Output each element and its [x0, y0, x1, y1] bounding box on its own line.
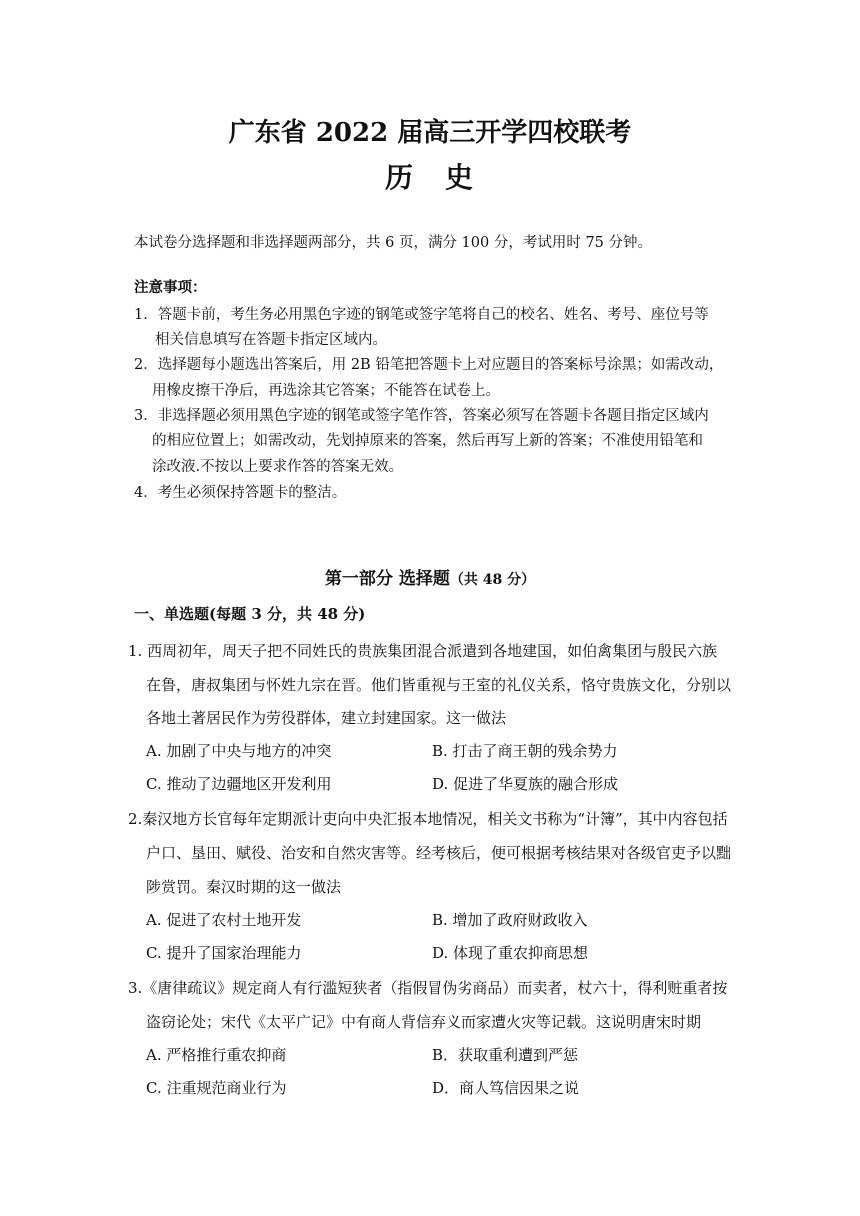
- question-1-line: 在鲁，唐叔集团与怀姓九宗在晋。他们皆重视与王室的礼仪关系，恪守贵族文化，分别以: [146, 676, 732, 694]
- question-2-option-b: B. 增加了政府财政收入: [432, 911, 588, 929]
- exam-intro: 本试卷分选择题和非选择题两部分，共 6 页，满分 100 分，考试用时 75 分钟。: [134, 235, 653, 251]
- subject-title: 历 史: [384, 161, 475, 194]
- part-one-heading: [0, 564, 860, 589]
- note-line: 涂改液.不按以上要求作答的答案无效。: [152, 459, 404, 475]
- question-3-line: 盗窃论处；宋代《太平广记》中有商人背信弃义而家遭火灾等记载。这说明唐宋时期: [146, 1013, 702, 1031]
- question-2-option-c: C. 提升了国家治理能力: [146, 944, 302, 962]
- note-line: 1．答题卡前，考生务必用黑色字迹的钢笔或签字笔将自己的校名、姓名、考号、座位号等: [134, 307, 709, 323]
- question-1-option-c: C. 推动了边疆地区开发利用: [146, 775, 332, 793]
- question-3-option-d: D．商人笃信因果之说: [432, 1079, 580, 1097]
- question-1-option-d: D. 促进了华夏族的融合形成: [432, 775, 619, 793]
- question-1-option-b: B. 打击了商王朝的残余势力: [432, 742, 618, 760]
- question-3-option-c: C. 注重规范商业行为: [146, 1079, 287, 1097]
- exam-title: 广东省 2022 届高三开学四校联考: [228, 118, 632, 148]
- note-line: 3．非选择题必须用黑色字迹的钢笔或签字笔作答，答案必须写在答题卡各题目指定区域内: [134, 408, 709, 424]
- question-1-option-a: A. 加剧了中央与地方的冲突: [146, 742, 332, 760]
- notes-heading: 注意事项：: [134, 279, 207, 296]
- section-heading: 一、单选题(每题 3 分，共 48 分): [134, 605, 366, 623]
- question-2-line: 2.秦汉地方长官每年定期派计吏向中央汇报本地情况，相关文书称为“计簿”，其中内容包括: [128, 810, 728, 828]
- question-2-option-d: D. 体现了重农抑商思想: [432, 944, 589, 962]
- question-2-line: 户口、垦田、赋役、治安和自然灾害等。经考核后，便可根据考核结果对各级官吏予以黜: [146, 844, 732, 862]
- question-2-line: 陟赏罚。秦汉时期的这一做法: [146, 878, 342, 896]
- part-one-title: 第一部分 选择题: [324, 569, 450, 589]
- question-1-line: 各地土著居民作为劳役群体，建立封建国家。这一做法: [146, 709, 507, 727]
- note-line: 的相应位置上；如需改动，先划掉原来的答案，然后再写上新的答案；不准使用铅笔和: [152, 433, 703, 449]
- question-3-option-a: A. 严格推行重农抑商: [146, 1046, 287, 1064]
- note-line: 4．考生必须保持答题卡的整洁。: [134, 485, 347, 501]
- question-3-line: 3.《唐律疏议》规定商人有行滥短狭者（指假冒伪劣商品）而卖者，杖六十，得利赃重者按: [128, 979, 728, 997]
- question-1-line: 1. 西周初年，周天子把不同姓氏的贵族集团混合派遣到各地建国，如伯禽集团与殷民六族: [128, 642, 718, 660]
- question-2-option-a: A. 促进了农村土地开发: [146, 911, 302, 929]
- note-line: 相关信息填写在答题卡指定区域内。: [155, 332, 387, 348]
- note-line: 2．选择题每小题选出答案后，用 2B 铅笔把答题卡上对应题目的答案标号涂黑；如需改动，: [134, 357, 724, 373]
- note-line: 用橡皮擦干净后，再选涂其它答案；不能答在试卷上。: [152, 383, 500, 399]
- question-3-option-b: B．获取重利遭到严惩: [432, 1046, 579, 1064]
- part-one-score: （共 48 分）: [449, 572, 536, 588]
